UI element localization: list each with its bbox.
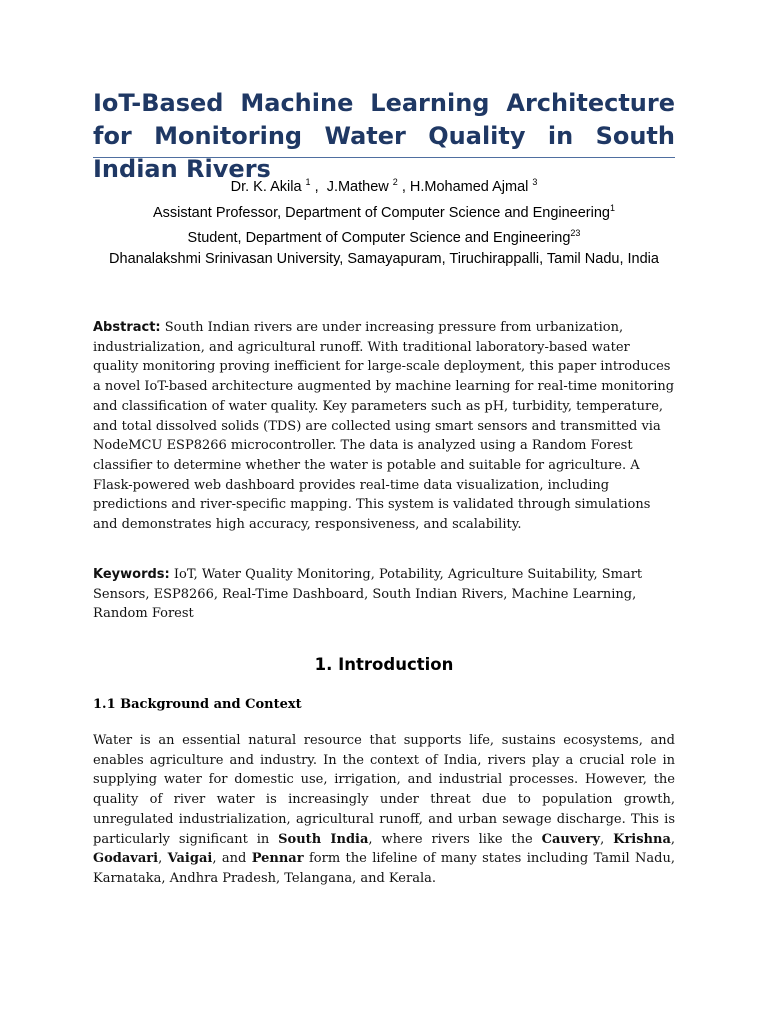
bold-pennar: Pennar <box>251 851 304 867</box>
bold-cauvery: Cauvery <box>541 831 601 847</box>
abstract-label: Abstract: <box>93 320 161 335</box>
paper-title: IoT-Based Machine Learning Architecture for Monitoring Water Quality in South Indian Rivers <box>93 89 675 183</box>
title-divider <box>93 157 675 158</box>
author-1-sup: 1 <box>305 177 311 187</box>
section-heading-introduction: 1. Introduction <box>314 655 454 674</box>
keywords-label: Keywords: <box>93 567 170 582</box>
bold-vaigai: Vaigai <box>167 851 213 867</box>
affiliation-2: Student, Department of Computer Science and Engineering$^{23}$ <box>187 228 581 246</box>
author-3: H.Mohamed Ajmal <box>409 179 529 195</box>
keywords-text: IoT, Water Quality Monitoring, Potability, Agriculture Suitability, Smart Sensors, ESP8266, Real-Time Dashboard, South Indian Rivers, Machine Learning, Random Forest <box>93 567 643 622</box>
bold-south-india: South India <box>278 831 369 847</box>
abstract-text: South Indian rivers are under increasing pressure from urbanization, industrialization, and agricultural runoff. With traditional laboratory-based water quality monitoring proving inefficient for large-scale deployment, this paper introduces a novel IoT-based architecture augmented by machine learning for real-time monitoring and classification of water quality. Key parameters such as pH, turbidity, temperature, and total dissolved solids (TDS) are collected using smart sensors and transmitted via NodeMCU ESP8266 microcontroller. The data is analyzed using a Random Forest classifier to determine whether the water is potable and suitable for agriculture. A Flask-powered web dashboard provides real-time data visualization, including predictions and river-specific mapping. This system is validated through simulations and demonstrates high accuracy, responsiveness, and scalability. <box>93 320 675 533</box>
bold-krishna: Krishna <box>613 831 671 847</box>
author-line: Dr. K. Akila $^1$ , J.Mathew $^2$ , H.Mohamed Ajmal $^3$ <box>230 177 538 195</box>
subsection-heading-background: 1.1 Background and Context <box>93 697 302 712</box>
affiliation-1: Assistant Professor, Department of Computer Science and Engineering$^1$ <box>152 203 615 221</box>
author-2-sup: 2 <box>392 177 398 187</box>
abstract <box>93 318 675 535</box>
intro-paragraph: Water is an essential natural resource that supports life, sustains ecosystems, and enables agriculture and industry. In the context of India, rivers play a crucial role in supplying water for domestic use, irrigation, and industrial processes. However, the quality of river water is increasingly under threat due to population growth, unregulated industrialization, agricultural runoff, and urban sewage discharge. This is particularly significant in South India, where rivers like the Cauvery, Krishna, Godavari, Vaigai, and Pennar form the lifeline of many states including Tamil Nadu, Karnataka, Andhra Pradesh, Telangana, and Kerala. <box>93 733 676 886</box>
author-1: Dr. K. Akila <box>230 179 302 195</box>
bold-godavari: Godavari <box>93 851 159 867</box>
affiliation-3: Dhanalakshmi Srinivasan University, Samayapuram, Tiruchirappalli, Tamil Nadu, India <box>109 251 659 267</box>
keywords <box>93 565 675 624</box>
author-3-sup: 3 <box>532 177 538 187</box>
author-2: J.Mathew <box>326 179 389 195</box>
